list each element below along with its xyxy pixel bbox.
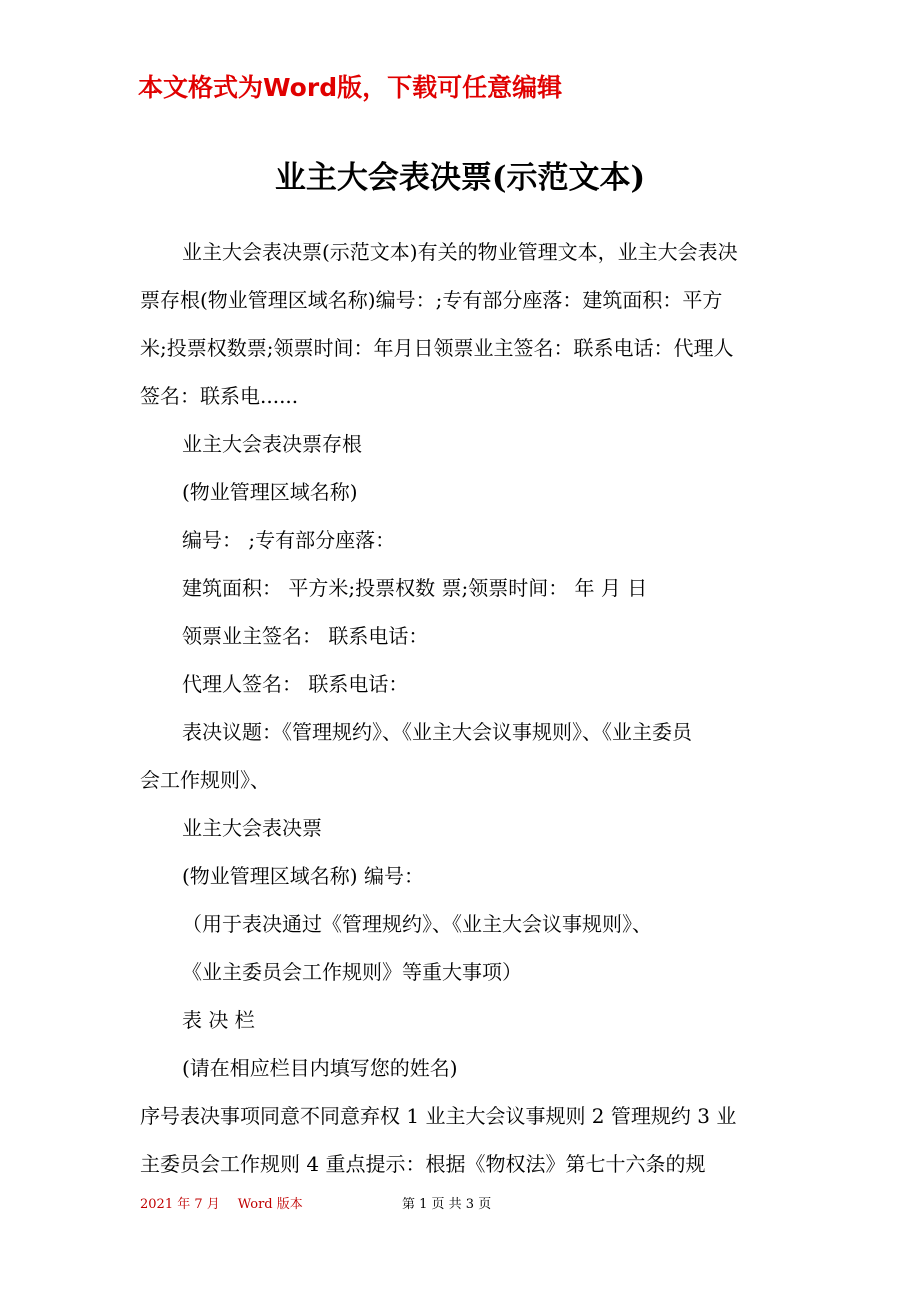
paragraph-line: (物业管理区域名称) [182, 480, 358, 504]
footer-version: Word 版本 [237, 1197, 303, 1212]
paragraph-line: 代理人签名： 联系电话： [182, 672, 409, 696]
paragraph-line: 业主大会表决票存根 [182, 432, 362, 456]
paragraph-line: 票存根(物业管理区域名称)编号：;专有部分座落：建筑面积：平方 [140, 288, 723, 312]
paragraph-line: （用于表决通过《管理规约》、《业主大会议事规则》、 [182, 912, 652, 936]
paragraph-line: 编号： ;专有部分座落： [182, 528, 396, 552]
paragraph-line: (请在相应栏目内填写您的姓名) [182, 1056, 458, 1080]
format-notice-banner: 本文格式为Word版，下载可任意编辑 [138, 73, 563, 102]
paragraph-line: (物业管理区域名称) 编号： [182, 864, 424, 888]
paragraph-line: 《业主委员会工作规则》等重大事项） [182, 960, 522, 984]
paragraph-line: 建筑面积： 平方米;投票权数 票;领票时间： 年 月 日 [182, 576, 648, 600]
paragraph-line: 表 决 栏 [182, 1008, 255, 1032]
document-body [140, 228, 790, 1188]
paragraph-line: 表决议题：《管理规约》、《业主大会议事规则》、《业主委员 [182, 720, 692, 744]
document-title: 业主大会表决票(示范文本) [274, 160, 646, 196]
paragraph-line: 主委员会工作规则 4 重点提示：根据《物权法》第七十六条的规 [140, 1152, 706, 1176]
paragraph-line: 领票业主签名： 联系电话： [182, 624, 429, 648]
paragraph-line: 会工作规则》、 [140, 768, 270, 792]
footer-left [140, 1193, 303, 1212]
paragraph-line: 签名：联系电...... [140, 384, 299, 408]
paragraph-line: 米;投票权数票;领票时间：年月日领票业主签名：联系电话：代理人 [140, 336, 734, 360]
page-number: 第 1 页 共 3 页 [402, 1197, 492, 1212]
paragraph-line: 业主大会表决票(示范文本)有关的物业管理文本，业主大会表决 [182, 240, 738, 264]
paragraph-line: 业主大会表决票 [182, 816, 322, 840]
footer-date: 2021 年 7 月 [140, 1197, 220, 1212]
paragraph-line: 序号表决事项同意不同意弃权 1 业主大会议事规则 2 管理规约 3 业 [140, 1104, 737, 1128]
